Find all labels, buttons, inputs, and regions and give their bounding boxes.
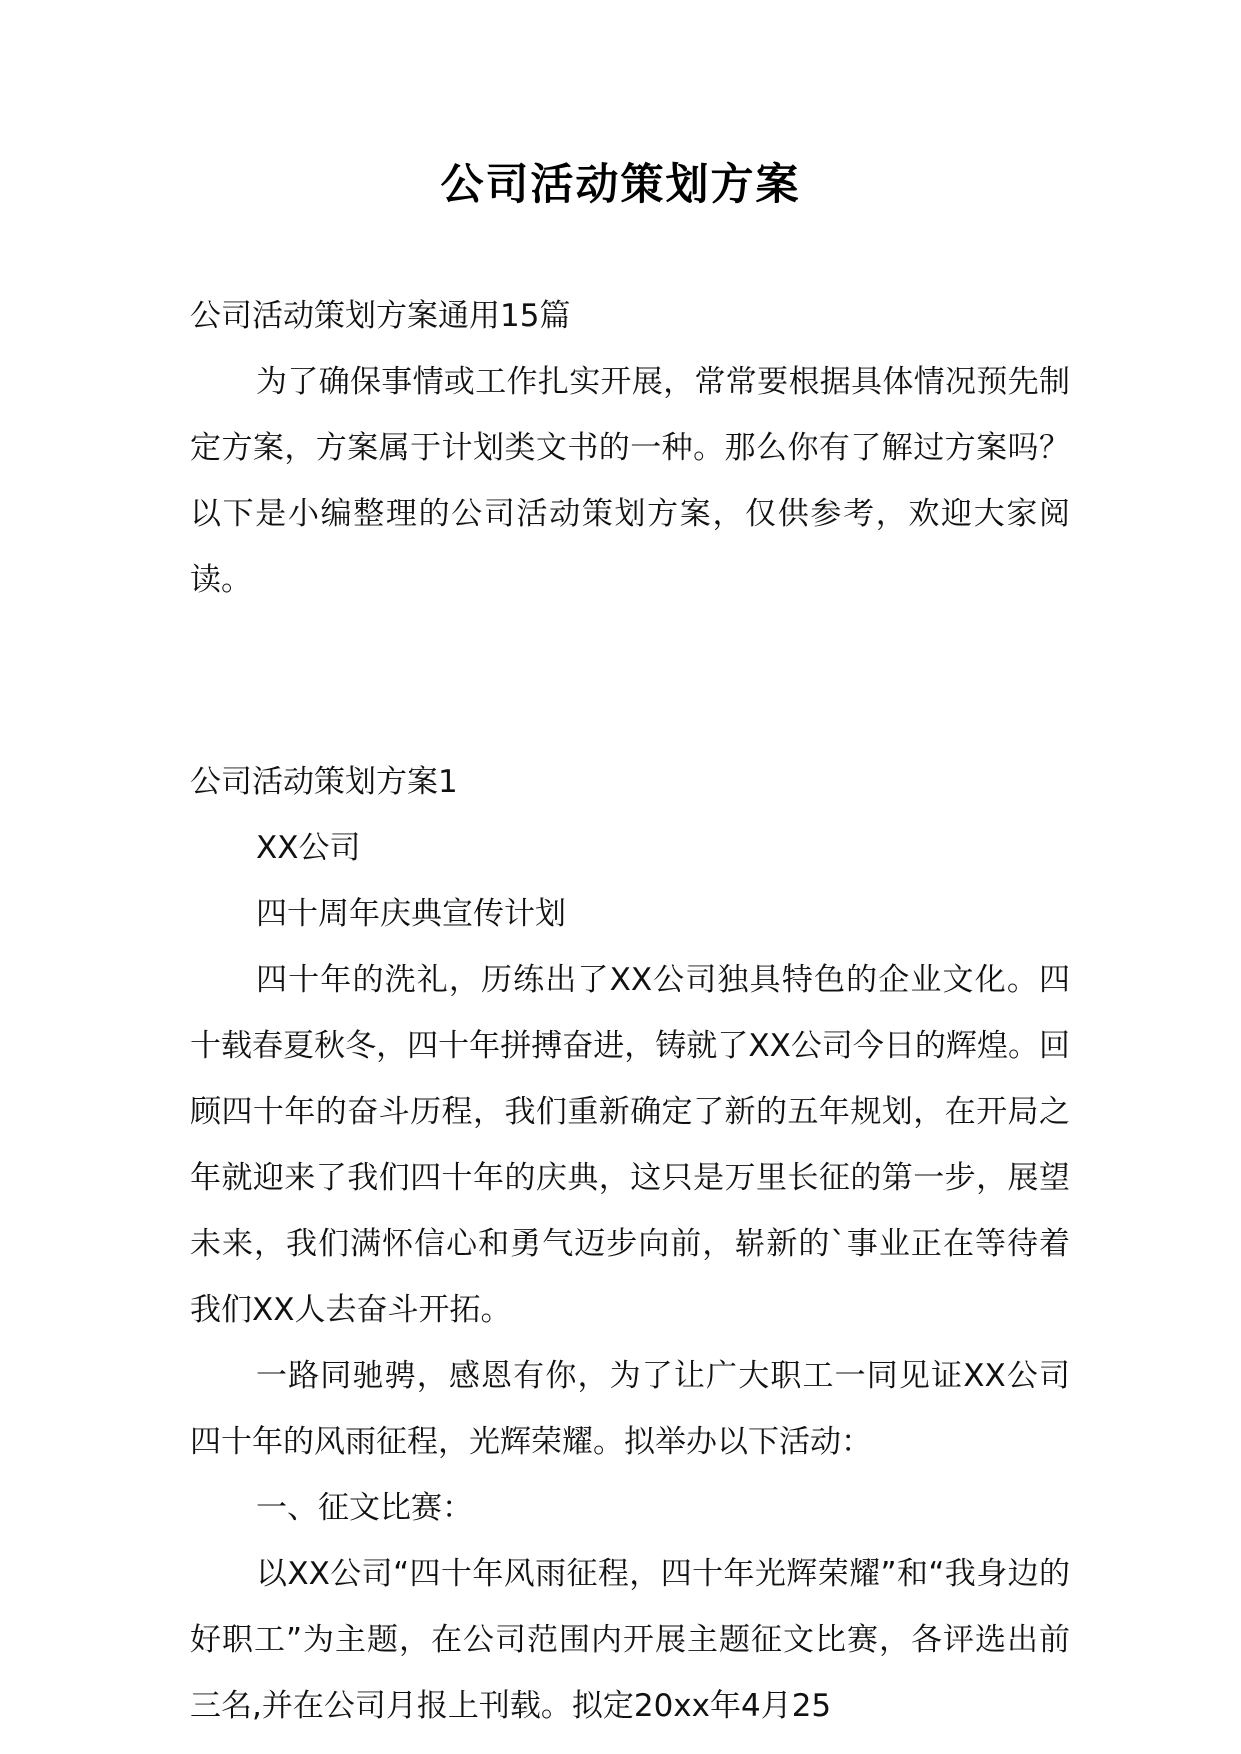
plan-title: 四十周年庆典宣传计划: [256, 896, 566, 932]
intro-paragraph: 为了确保事情或工作扎实开展，常常要根据具体情况预先制定方案，方案属于计划类文书的一种。那么你有了解过方案吗？以下是小编整理的公司活动策划方案，仅供参考，欢迎大家阅读。: [190, 364, 1070, 598]
section-heading: 公司活动策划方案1: [190, 764, 458, 800]
body-paragraph: 以XX公司“四十年风雨征程，四十年光辉荣耀”和“我身边的好职工”为主题，在公司范围内开展主题征文比赛，各评选出前三名,并在公司月报上刊载。拟定20xx年4月25: [190, 1556, 1070, 1724]
list-item-heading: 一、征文比赛：: [256, 1490, 473, 1526]
body-paragraph: 一路同驰骋，感恩有你，为了让广大职工一同见证XX公司四十年的风雨征程，光辉荣耀。拟举办以下活动：: [190, 1358, 1070, 1460]
document-body: [190, 283, 1070, 1739]
document-title: 公司活动策划方案: [440, 160, 801, 210]
body-paragraph: 四十年的洗礼，历练出了XX公司独具特色的企业文化。四十载春夏秋冬，四十年拼搏奋进，铸就了XX公司今日的辉煌。回顾四十年的奋斗历程，我们重新确定了新的五年规划，在开局之年就迎来了我们四十年的庆典，这只是万里长征的第一步，展望未来，我们满怀信心和勇气迈步向前，崭新的`事业正在等待着我们XX人去奋斗开拓。: [190, 962, 1070, 1328]
company-name: XX公司: [256, 830, 361, 866]
document-subtitle: 公司活动策划方案通用15篇: [190, 298, 571, 334]
section-spacer: [190, 613, 1070, 749]
